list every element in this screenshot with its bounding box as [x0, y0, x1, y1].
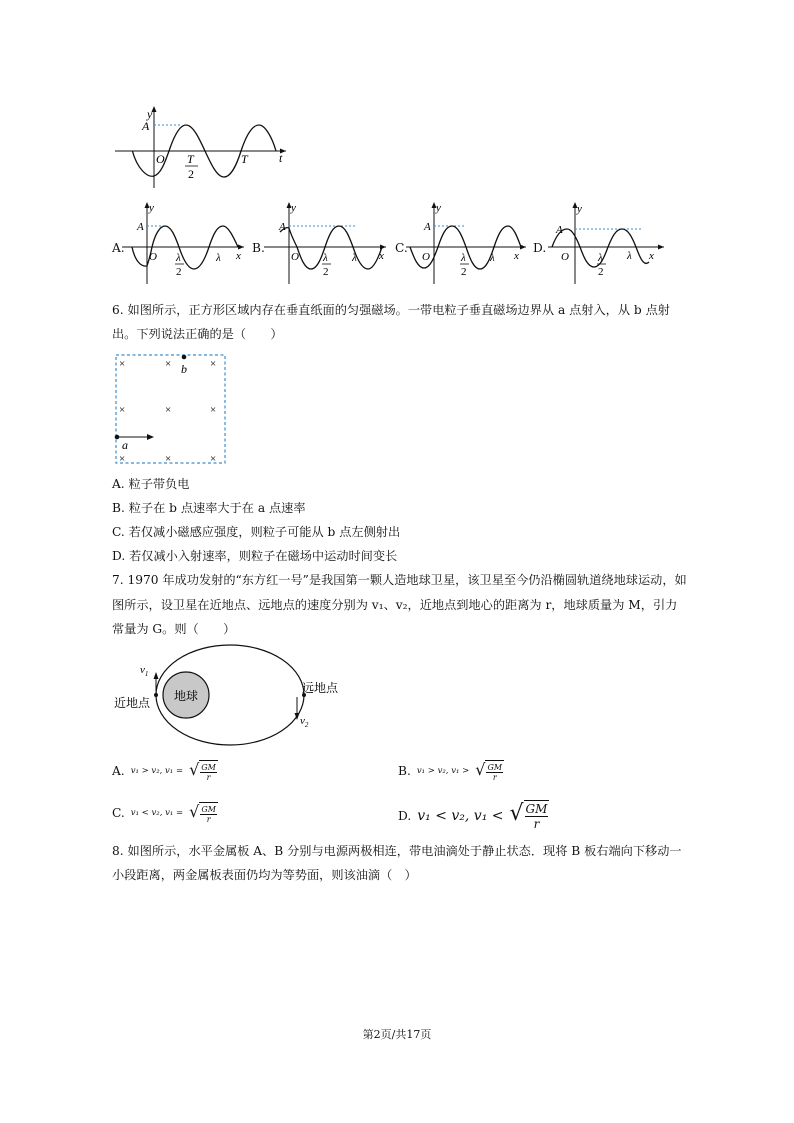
- q5-option-d-label: D.: [533, 241, 547, 255]
- qc-a: A: [424, 221, 431, 233]
- qa-num: λ: [176, 252, 181, 264]
- q7-orbit-figure: [110, 640, 350, 752]
- qb-x: x: [379, 250, 384, 262]
- qa-den: 2: [176, 266, 182, 278]
- q7-option-a: A. v₁ > v₂, v₁ = √ $\frac{GM}{r}$: [112, 760, 216, 782]
- q5-option-d-graph: [546, 200, 670, 286]
- field-x: ×: [119, 358, 126, 370]
- qc-o: O: [422, 251, 430, 263]
- v1-label: $v_1$: [140, 664, 149, 678]
- q6-option-c: C. 若仅减小磁感应强度，则粒子可能从 b 点左侧射出: [112, 525, 401, 539]
- q7-d-rel: v₁ < v₂, v₁ <: [417, 807, 504, 824]
- field-x: ×: [210, 404, 217, 416]
- top-wave-graph: [110, 104, 290, 190]
- q5-option-a-graph: [120, 200, 248, 286]
- q5-option-b-label: B.: [252, 241, 265, 255]
- perigee-label: 近地点: [114, 696, 151, 710]
- q6-option-a: A. 粒子带负电: [112, 477, 190, 491]
- qc-den: 2: [461, 266, 467, 278]
- qd-den: 2: [598, 266, 604, 278]
- field-x: ×: [165, 453, 172, 465]
- qc-y: y: [436, 202, 441, 214]
- q7-a-label: A.: [112, 764, 125, 778]
- qc-x: x: [514, 250, 519, 262]
- qa-a: A: [137, 221, 144, 233]
- field-x: ×: [119, 453, 126, 465]
- earth-label: 地球: [174, 689, 199, 703]
- field-x: ×: [165, 404, 172, 416]
- q7-stem-line3: 常量为 G。则（ ）: [112, 622, 236, 636]
- qd-x: x: [649, 250, 654, 262]
- q7-c-rel: v₁ < v₂, v₁ =: [130, 808, 184, 818]
- q5-option-a-label: A.: [112, 241, 125, 255]
- q7-a-rel: v₁ > v₂, v₁ =: [130, 766, 184, 776]
- top-o-label: O: [156, 152, 165, 166]
- q6-option-b: B. 粒子在 b 点速率大于在 a 点速率: [112, 501, 306, 515]
- q7-b-rel: v₁ > v₂, v₁ >: [416, 766, 470, 776]
- qb-o: O: [291, 251, 299, 263]
- qb-num: λ: [323, 252, 328, 264]
- q7-stem-line1: 7. 1970 年成功发射的“东方红一号”是我国第一颗人造地球卫星，该卫星至今仍沿椭圆轨道绕地球运动，如: [112, 573, 687, 587]
- point-b-label: b: [181, 362, 187, 376]
- v2-label: $v_2$: [300, 715, 309, 729]
- q7-option-c: C. v₁ < v₂, v₁ = √ $\frac{GM}{r}$: [112, 802, 216, 824]
- q7-option-b: B. v₁ > v₂, v₁ > √ $\frac{GM}{r}$: [398, 760, 503, 782]
- field-x: ×: [210, 453, 217, 465]
- qb-a: A: [279, 221, 286, 233]
- field-x: ×: [210, 358, 217, 370]
- top-y-label: y: [147, 107, 153, 121]
- q6-option-d: D. 若仅减小入射速率，则粒子在磁场中运动时间变长: [112, 549, 398, 563]
- q7-option-d: D. v₁ < v₂, v₁ < √ $\frac{GM}{r}$: [398, 801, 548, 831]
- q7-c-label: C.: [112, 806, 125, 820]
- qb-y: y: [291, 202, 296, 214]
- apogee-label: 远地点: [302, 681, 339, 695]
- qd-num: λ: [598, 252, 603, 264]
- q5-option-c-label: C.: [395, 241, 408, 255]
- top-t-label: T: [241, 152, 248, 166]
- q5-option-b-graph: [262, 200, 390, 286]
- qb-den: 2: [323, 266, 329, 278]
- top-a-label: A: [142, 119, 150, 133]
- q7-b-label: B.: [398, 764, 411, 778]
- q6-stem-line2: 出。下列说法正确的是（ ）: [112, 327, 283, 341]
- field-x: ×: [165, 358, 172, 370]
- qd-y: y: [577, 203, 582, 215]
- q6-magnetic-field-figure: [112, 352, 230, 468]
- point-b-dot: [182, 355, 187, 360]
- field-x: ×: [119, 404, 126, 416]
- qb-lam: λ: [352, 252, 357, 264]
- page-number: 第2页/共17页: [362, 1028, 432, 1041]
- q5-option-c-graph: [404, 200, 532, 286]
- q7-d-label: D.: [398, 808, 412, 823]
- qc-num: λ: [461, 252, 466, 264]
- q8-stem-line1: 8. 如图所示，水平金属板 A、B 分别与电源两极相连，带电油滴处于静止状态．现将 B 板右端向下移动一: [112, 844, 682, 858]
- qc-lam: λ: [490, 252, 495, 264]
- q7-stem-line2: 图所示，设卫星在近地点、远地点的速度分别为 v₁、v₂，近地点到地心的距离为 r，地球质量为 M，引力: [112, 598, 678, 612]
- qa-y: y: [149, 202, 154, 214]
- q8-stem-line2: 小段距离，两金属板表面仍均为等势面，则该油滴（ ）: [112, 868, 417, 882]
- qa-lam: λ: [216, 252, 221, 264]
- top-axis-t: t: [279, 151, 283, 165]
- top-half-t-den: 2: [188, 167, 194, 181]
- qd-a: A: [556, 224, 563, 236]
- q6-stem-line1: 6. 如图所示，正方形区域内存在垂直纸面的匀强磁场。一带电粒子垂直磁场边界从 a 点射入，从 b 点射: [112, 303, 670, 317]
- qa-o: O: [149, 251, 157, 263]
- qd-lam: λ: [627, 250, 632, 262]
- top-half-t-num: T: [187, 152, 194, 166]
- qd-o: O: [561, 251, 569, 263]
- qa-x: x: [236, 250, 241, 262]
- point-a-label: a: [122, 438, 128, 452]
